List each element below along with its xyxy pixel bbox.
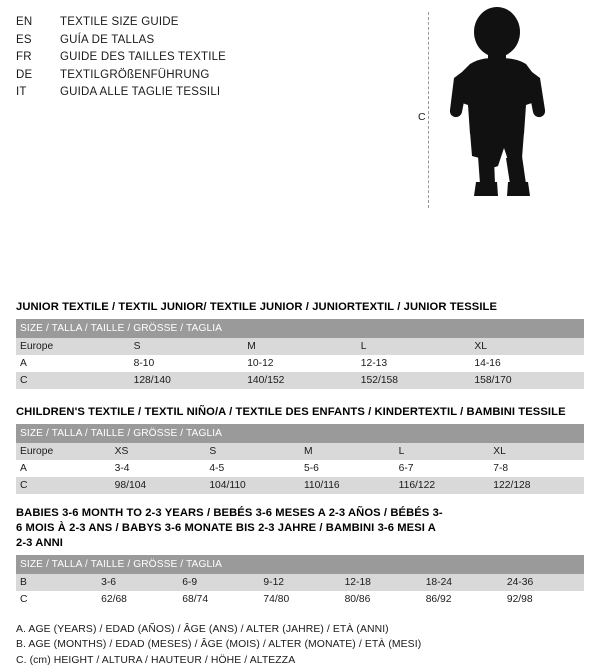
row-label: Europe — [16, 443, 111, 460]
cell: 128/140 — [130, 372, 244, 389]
language-title: GUIDE DES TAILLES TEXTILE — [60, 49, 226, 67]
cell: L — [357, 338, 471, 355]
cell: 10-12 — [243, 355, 357, 372]
table-row — [16, 338, 584, 355]
cell: L — [395, 443, 490, 460]
language-code: FR — [16, 49, 60, 67]
child-silhouette-icon — [440, 6, 570, 206]
height-dashed-line — [428, 12, 429, 208]
table-row — [16, 574, 584, 591]
legend-block — [16, 622, 584, 668]
language-row — [16, 67, 316, 85]
cell: 116/122 — [395, 477, 490, 494]
cell: 6-9 — [178, 574, 259, 591]
language-code: ES — [16, 32, 60, 50]
row-label: C — [16, 477, 111, 494]
cell: 12-18 — [341, 574, 422, 591]
table-row — [16, 460, 584, 477]
cell: 62/68 — [97, 591, 178, 608]
row-label: A — [16, 460, 111, 477]
size-table-junior — [16, 319, 584, 389]
row-label: B — [16, 574, 97, 591]
band-label: SIZE / TALLA / TAILLE / GRÖSSE / TAGLIA — [16, 319, 584, 338]
language-code: DE — [16, 67, 60, 85]
cell: 14-16 — [470, 355, 584, 372]
height-marker-label: C — [417, 110, 427, 124]
language-row — [16, 49, 316, 67]
cell: XL — [489, 443, 584, 460]
cell: 68/74 — [178, 591, 259, 608]
cell: S — [205, 443, 300, 460]
table-row — [16, 372, 584, 389]
language-row — [16, 14, 316, 32]
table-row — [16, 591, 584, 608]
band-label: SIZE / TALLA / TAILLE / GRÖSSE / TAGLIA — [16, 555, 584, 574]
legend-line: B. AGE (MONTHS) / EDAD (MESES) / ÂGE (MOIS) / ALTER (MONATE) / ETÀ (MESI) — [16, 637, 584, 653]
cell: 18-24 — [422, 574, 503, 591]
language-title: GUIDA ALLE TAGLIE TESSILI — [60, 84, 220, 102]
cell: 5-6 — [300, 460, 395, 477]
cell: 92/98 — [503, 591, 584, 608]
cell: 98/104 — [111, 477, 206, 494]
row-label: A — [16, 355, 130, 372]
table-row — [16, 477, 584, 494]
size-table-children — [16, 424, 584, 494]
section-title: CHILDREN'S TEXTILE / TEXTIL NIÑO/A / TEXTILE DES ENFANTS / KINDERTEXTIL / BAMBINI TESSILE — [16, 405, 584, 420]
section-title: BABIES 3-6 MONTH TO 2-3 YEARS / BEBÉS 3-6 MESES A 2-3 AÑOS / BÉBÉS 3-6 MOIS À 2-3 ANS / BABYS 3-6 MONATE BIS 2-3 JAHRE / BAMBINI 3-6 MESI A 2-3 ANNI — [16, 506, 446, 551]
cell: 158/170 — [470, 372, 584, 389]
cell: 3-6 — [97, 574, 178, 591]
section-junior — [16, 300, 584, 389]
section-children — [16, 405, 584, 494]
language-code: EN — [16, 14, 60, 32]
row-label: C — [16, 372, 130, 389]
cell: 122/128 — [489, 477, 584, 494]
row-label: Europe — [16, 338, 130, 355]
language-row — [16, 32, 316, 50]
cell: 3-4 — [111, 460, 206, 477]
cell: 80/86 — [341, 591, 422, 608]
cell: M — [243, 338, 357, 355]
language-title: TEXTILE SIZE GUIDE — [60, 14, 179, 32]
cell: 8-10 — [130, 355, 244, 372]
language-title: GUÍA DE TALLAS — [60, 32, 154, 50]
cell: 9-12 — [259, 574, 340, 591]
figure-area — [410, 6, 590, 211]
cell: M — [300, 443, 395, 460]
language-title: TEXTILGRÖßENFÜHRUNG — [60, 67, 209, 85]
table-band-header — [16, 555, 584, 574]
legend-line: A. AGE (YEARS) / EDAD (AÑOS) / ÂGE (ANS) / ALTER (JAHRE) / ETÀ (ANNI) — [16, 622, 584, 638]
cell: 86/92 — [422, 591, 503, 608]
cell: 152/158 — [357, 372, 471, 389]
language-row — [16, 84, 316, 102]
cell: S — [130, 338, 244, 355]
cell: 24-36 — [503, 574, 584, 591]
language-title-block — [16, 14, 316, 102]
table-row — [16, 443, 584, 460]
cell: 4-5 — [205, 460, 300, 477]
table-band-header — [16, 424, 584, 443]
section-title: JUNIOR TEXTILE / TEXTIL JUNIOR/ TEXTILE JUNIOR / JUNIORTEXTIL / JUNIOR TESSILE — [16, 300, 584, 315]
table-band-header — [16, 319, 584, 338]
cell: XS — [111, 443, 206, 460]
cell: XL — [470, 338, 584, 355]
table-row — [16, 355, 584, 372]
cell: 104/110 — [205, 477, 300, 494]
cell: 110/116 — [300, 477, 395, 494]
legend-line: C. (cm) HEIGHT / ALTURA / HAUTEUR / HÖHE / ALTEZZA — [16, 653, 584, 668]
cell: 74/80 — [259, 591, 340, 608]
band-label: SIZE / TALLA / TAILLE / GRÖSSE / TAGLIA — [16, 424, 584, 443]
cell: 6-7 — [395, 460, 490, 477]
row-label: C — [16, 591, 97, 608]
language-code: IT — [16, 84, 60, 102]
cell: 12-13 — [357, 355, 471, 372]
cell: 7-8 — [489, 460, 584, 477]
section-babies — [16, 506, 584, 608]
cell: 140/152 — [243, 372, 357, 389]
